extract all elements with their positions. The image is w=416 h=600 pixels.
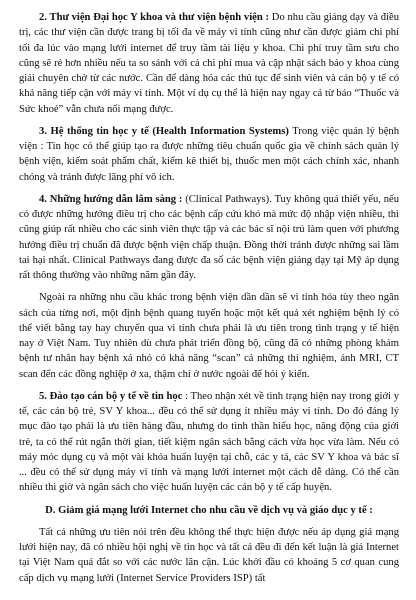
section-d-body: Tất cả những ưu tiên nói trên đều không thể thực hiện được nếu áp dụng giá mạng lưới hiện nay, đã có nhiều hội nghị về tin học và tất cả đều đi đến kết luận là giá Internet tại Việt Nam quá đắt so với các nước lân cận. Lúc khởi đầu có khoảng 5 cơ quan cung cấp dịch vụ mạng lưới (Internet Service Providers ISP) tất	[19, 526, 399, 584]
section-4-paragraph	[19, 192, 399, 284]
section-5-heading: 5. Đào tạo cán bộ y tế về tin học	[39, 390, 183, 402]
section-4-body: (Clinical Pathways). Tuy không quá thiết yếu, nếu có được những hướng điều trị cho các bệnh cấp cứu khó mà mức độ nhập viện nhiều, thì cũng giúp rất nhiều cho các sinh viên thực tập và các bác sĩ nội trú làm quen với phương hướng điều trị chuẩn đã được bệnh viện chấp thuận. Đồng thời tránh được những sai lầm tai hại nhất. Clinical Pathways đang được đa số các bệnh viện giảng dạy tại Mỹ áp dụng rất thông thường vào những năm gần đây.	[19, 193, 399, 281]
section-3-paragraph	[19, 124, 399, 185]
section-5-paragraph	[19, 389, 399, 496]
section-2-body: Do nhu cầu giảng dạy và điều trị, các thư viện cần được trang bị tối đa về máy vi tính cũng như cần được giảm chi phí tối đa lúc vào mạng lưới internet để truy tầm tài liệu y khoa. Chi phí truy tầm sưu cho cũng sẽ rẻ hơn nhiều nếu ta so sánh với cả chi phí mua và cập nhật sách báo y khoa cùng giải chuyên chở từ các nước. Cần để dàng hóa các thủ tục để sinh viên và cán bộ y tế có khả năng tiếp cận với máy vi tính. Một ví dụ cụ thể là hiện nay ngay cả từ báo “Thuốc và Sức khoẻ” vẫn chưa nối mạng được.	[19, 12, 399, 115]
section-4-paragraph-2: Ngoài ra những nhu cầu khác trong bệnh viện dần dần sẽ vi tính hóa tùy theo ngân sách của từng nơi, một định bệnh quang tuyến hoặc một kết quả xét nghiệm bệnh lý có thể viết bằng tay hay chuyển qua vi tính chưa phải là ưu tiên trong tình trạng y tế hiện nay ở Việt Nam. Tuy nhiên dù chưa phát triển đồng bộ, cũng đã có những phòng khám bệnh tư nhân hay bệnh xá nhỏ có khả năng “scan” cả những thí nghiệm, ảnh MRI, CT scan đến các đồng nghiệp ở xa, thậm chí ở nước ngoài để hỏi ý kiến.	[19, 292, 399, 380]
section-2-heading: 2. Thư viện Đại học Y khoa và thư viện bệnh viện :	[39, 12, 270, 23]
section-2-paragraph	[19, 10, 399, 117]
section-3-heading: 3. Hệ thống tin học y tế (Health Information Systems)	[39, 125, 289, 137]
section-d-heading: D. Giảm giá mạng lưới Internet cho nhu cầu về dịch vụ và giáo dục y tế :	[45, 504, 373, 516]
section-3-body: Trong việc quản lý bệnh viện : Tin học có thể giúp tạo ra được những tiêu chuẩn quốc gia về chính sách quản lý bệnh viện, kiểm soát phẩm chất, kiểm kê thiết bị, thuốc men một cách chính xác, nhanh chóng và tránh được lãng phí vô ích.	[19, 125, 399, 183]
section-5-body: : Theo nhận xét về tình trạng hiện nay trong giới y tế, các cán bộ trẻ, SV Y khoa... đều có thể sử dụng ít nhiều máy vi tính. Do đó đáng lý mục đào tạo phải là ưu tiên hàng đầu, nhưng do tình thần hiếu học, năng động của giới trẻ, ta có thể rút ngắn thời gian, tiết kiệm ngân sách bằng cách vừa học vừa làm. Nếu có máy móc dụng cụ và một vài khóa huấn luyện tại chỗ, các y tá, các SV Y khoa và bác sĩ ... đều có thể sử dụng máy vi tính và mạng lưới internet một cách dễ dàng. Có thể cần nhiều thì giờ và ngân sách cho việc huấn luyện các cán bộ y tế cấp huyện.	[19, 390, 399, 494]
section-4-heading: 4. Những hướng dẫn lâm sàng :	[39, 193, 183, 205]
